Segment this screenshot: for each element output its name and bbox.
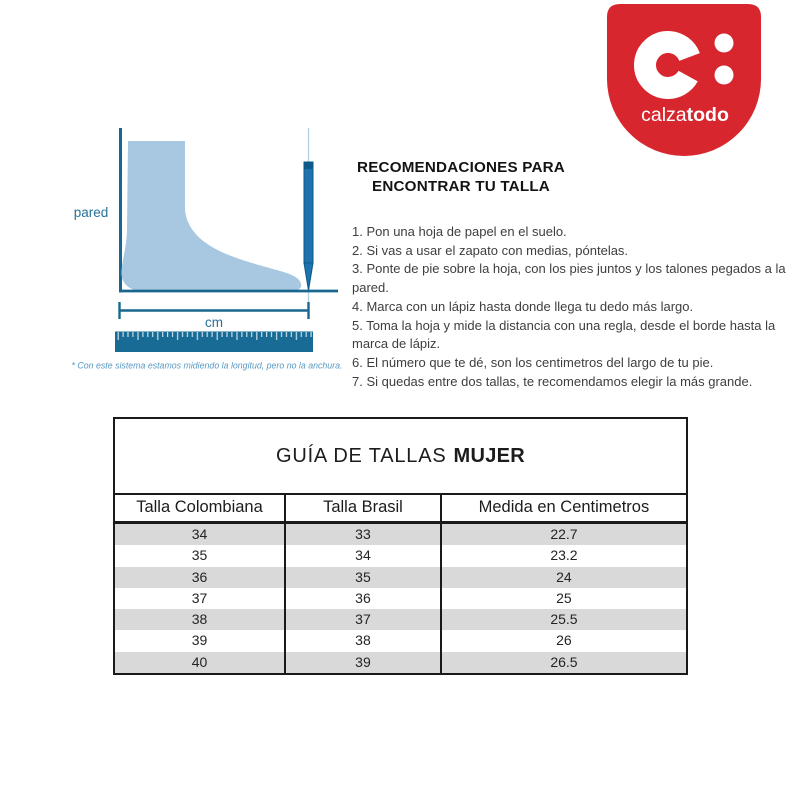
cell-talla-brasil: 35 (284, 567, 440, 588)
logo-wordmark-calza: calza (641, 104, 687, 126)
recommendations-title-line2: ENCONTRAR TU TALLA (372, 178, 550, 195)
cell-talla-brasil: 33 (284, 524, 440, 545)
cm-label: cm (205, 315, 223, 330)
table-row (115, 545, 686, 566)
list-item: 7. Si quedas entre dos tallas, te recomendamos elegir la más grande. (352, 373, 753, 389)
cell-medida-cm: 26 (440, 630, 686, 651)
list-item: 1. Pon una hoja de papel en el suelo. (352, 224, 567, 239)
size-guide-table (113, 417, 688, 675)
list-item: 4. Marca con un lápiz hasta donde llega tu dedo más largo. (352, 298, 694, 314)
diagram-caption: * Con este sistema estamos midiendo la longitud, pero no la anchura. (71, 360, 343, 371)
column-header-talla-brasil: Talla Brasil (284, 495, 440, 521)
table-title-regular: GUÍA DE TALLAS (275, 444, 447, 467)
column-header-medida-cm: Medida en Centimetros (440, 495, 686, 521)
cell-talla-colombiana: 39 (191, 632, 208, 649)
table-title-bold: MUJER (453, 444, 526, 467)
cell-talla-colombiana: 40 (191, 653, 208, 670)
cell-talla-brasil: 37 (284, 609, 440, 630)
list-item: 6. El número que te dé, son los centimetros del largo de tu pie. (352, 354, 714, 370)
ruler-icon (115, 332, 313, 353)
table-header-row (115, 495, 686, 524)
cell-medida-cm: 22.7 (440, 524, 686, 545)
logo-wordmark (641, 104, 729, 126)
table-title (115, 419, 686, 495)
list-item: 3. Ponte de pie sobre la hoja, con los pies juntos y los talones pegados a la pared. (352, 261, 786, 296)
foot-measurement-diagram (50, 120, 360, 380)
wall-label: pared (73, 205, 109, 220)
recommendations-title-line1: RECOMENDACIONES PARA (357, 159, 565, 176)
calzatodo-logo (606, 2, 762, 158)
cell-talla-colombiana: 35 (191, 547, 208, 564)
recommendations-list (352, 223, 794, 391)
foot-silhouette (121, 141, 301, 291)
cell-medida-cm: 26.5 (440, 652, 686, 673)
cell-talla-brasil: 34 (284, 545, 440, 566)
table-row (115, 609, 686, 630)
cell-medida-cm: 23.2 (440, 545, 686, 566)
cell-talla-brasil: 36 (284, 588, 440, 609)
column-header-talla-colombiana: Talla Colombiana (136, 498, 263, 516)
cell-talla-brasil: 39 (284, 652, 440, 673)
cell-talla-colombiana: 36 (191, 568, 208, 585)
recommendations-title (345, 158, 577, 196)
table-row (115, 524, 686, 545)
cell-talla-brasil: 38 (284, 630, 440, 651)
cell-medida-cm: 24 (440, 567, 686, 588)
table-row (115, 630, 686, 651)
table-row (115, 567, 686, 588)
cell-talla-colombiana: 37 (191, 589, 208, 606)
logo-wordmark-todo: todo (686, 104, 729, 126)
cell-medida-cm: 25 (440, 588, 686, 609)
cell-talla-colombiana: 38 (191, 611, 208, 628)
table-row (115, 652, 686, 673)
cell-talla-colombiana: 34 (191, 526, 208, 542)
list-item: 2. Si vas a usar el zapato con medias, póntelas. (352, 242, 629, 258)
cell-medida-cm: 25.5 (440, 609, 686, 630)
list-item: 5. Toma la hoja y mide la distancia con una regla, desde el borde hasta la marca de lápiz. (352, 317, 776, 352)
pencil-icon (304, 162, 313, 291)
table-row (115, 588, 686, 609)
